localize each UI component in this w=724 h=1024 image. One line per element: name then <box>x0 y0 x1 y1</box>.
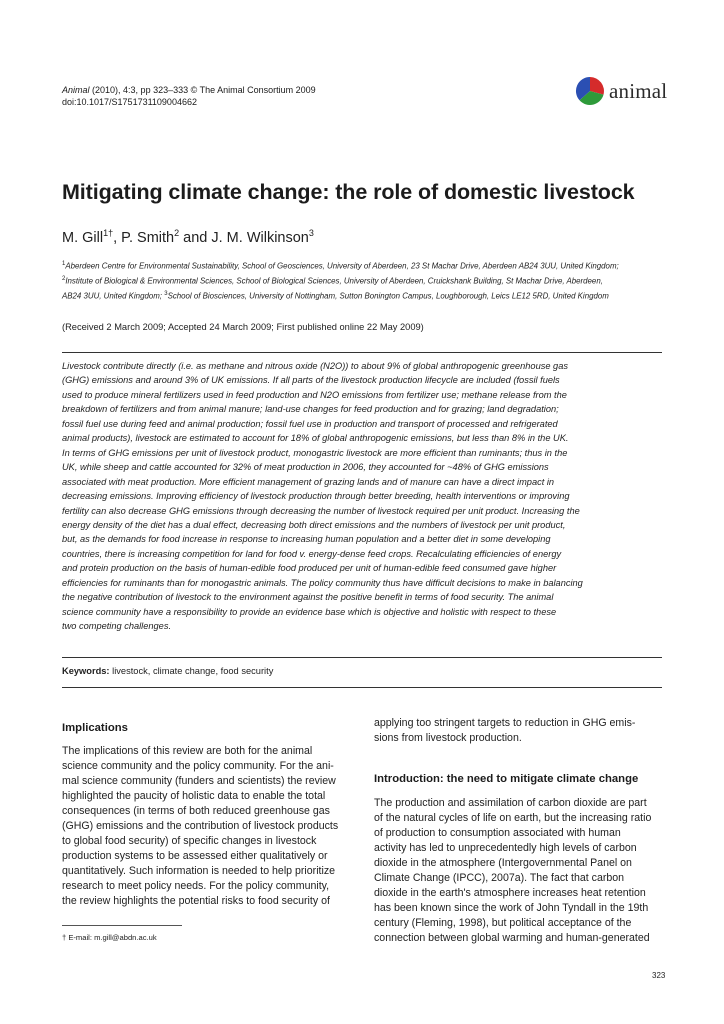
text-line: breakdown of fertilizers and from animal manure; land-use changes for feed production and for grazing; land degradation; <box>62 404 559 415</box>
text-line: the negative contribution of livestock to the environment against the positive benefit in terms of food security. The animal <box>62 592 554 603</box>
text-line: In terms of GHG emissions per unit of livestock product, monogastric livestock are more efficient than ruminants; thus in the <box>62 447 568 458</box>
text-line: dioxide in the earth's atmosphere increases heat retention <box>374 887 646 900</box>
author-sep: and <box>179 229 212 246</box>
article-title: Mitigating climate change: the role of domestic livestock <box>62 180 635 204</box>
keywords <box>62 666 273 676</box>
author-sep: , <box>113 229 122 246</box>
citation-line <box>62 84 316 96</box>
text-line: efficiencies for ruminants than for monogastric animals. The policy community thus have difficult decisions to make in balancing <box>62 577 583 588</box>
section-heading-introduction: Introduction: the need to mitigate climate change <box>374 773 639 785</box>
text-line: fertility can also decrease GHG emissions through decreasing the number of livestock required per unit product. Increasing the <box>62 505 580 516</box>
text-line: The production and assimilation of carbon dioxide are part <box>374 797 647 809</box>
text-line: Climate Change (IPCC), 2007a). The fact that carbon <box>374 872 625 885</box>
text-line: mal science community (funders and scientists) the review <box>62 775 336 788</box>
received-dates: (Received 2 March 2009; Accepted 24 March 2009; First published online 22 May 2009) <box>62 322 424 332</box>
text-line: has been known since the work of John Tyndall in the 19th <box>374 902 649 915</box>
text-line: UK, while sheep and cattle accounted for 32% of meat production in 2006, they accounted for ~48% of GHG emissions <box>62 462 549 473</box>
text-line: The implications of this review are both for the animal <box>62 745 313 757</box>
text-line: two competing challenges. <box>62 621 172 632</box>
section-heading-implications: Implications <box>62 722 128 734</box>
author-name: J. M. Wilkinson <box>211 229 309 246</box>
author-sup: 2 <box>174 228 180 238</box>
author-list <box>62 228 314 246</box>
text-line: countries, there is increasing competition for land for food v. energy-dense feed crops. Recalculating efficiencies of energy <box>62 548 562 559</box>
text-line: applying too stringent targets to reduction in GHG emis- <box>374 717 636 729</box>
text-line: Livestock contribute directly (i.e. as methane and nitrous oxide (N2O)) to about 9% of global anthropogenic greenhouse gas <box>62 361 568 371</box>
text-line: science community and the policy community. For the ani- <box>62 760 334 773</box>
author-sup: 3 <box>308 228 314 238</box>
text-line: and protein production on the basis of human-edible food produced per unit of human-edible feed consumed gave higher <box>62 563 557 574</box>
text-line: dioxide in the atmosphere (Intergovernmental Panel on <box>374 857 632 870</box>
abstract-top-rule <box>62 352 662 353</box>
text-line: associated with meat production. More efficient management of grazing lands and of manure can have a direct impact in <box>62 476 555 487</box>
abstract <box>62 359 662 634</box>
text-line: of the natural cycles of life on earth, but the increasing ratio <box>374 812 652 825</box>
journal-logo <box>574 73 674 109</box>
affiliation-line: AB24 3UU, United Kingdom; $^3$School of Biosciences, University of Nottingham, Sutton Bonington Campus, Loughborough, Leics LE12 5RD, United Kingdom <box>62 291 609 302</box>
text-line: research to meet policy needs. For the policy community, <box>62 880 330 893</box>
affiliations <box>62 258 682 304</box>
journal-name: Animal <box>62 85 90 95</box>
footnote: † E-mail: m.gill@abdn.ac.uk <box>62 933 157 942</box>
keywords-rule <box>62 687 662 688</box>
text-line: (GHG) emissions and the contribution of livestock products <box>62 820 339 833</box>
affiliation-line: $^1$Aberdeen Centre for Environmental Sustainability, School of Geosciences, University of Aberdeen, 23 St Machar Drive, Aberdeen AB24 3UU, United Kingdom; <box>62 261 619 271</box>
page-number: 323 <box>652 971 666 980</box>
affiliation-line: $^2$Institute of Biological & Environmental Sciences, School of Biological Sciences, University of Aberdeen, Cruickshank Building, St Machar Drive, Aberdeen, <box>62 276 603 286</box>
citation-details: (2010), 4:3, pp 323–333 © The Animal Consortium 2009 <box>92 85 316 95</box>
text-line: science community have a responsibility to provide an evidence base which is objective and holistic with respect to these <box>62 606 557 617</box>
citation-block <box>62 84 316 108</box>
text-line: consequences (in terms of both reduced greenhouse gas <box>62 805 330 818</box>
text-line: century (Fleming, 1998), but political acceptance of the <box>374 917 632 930</box>
text-line: (GHG) emissions and around 3% of UK emissions. If all parts of the livestock production lifecycle are included (fossil fuels <box>62 375 560 386</box>
author-sup: 1† <box>103 228 114 238</box>
text-line: highlighted the paucity of holistic data to enable the total <box>62 790 326 803</box>
text-line: to global food security) of specific changes in livestock <box>62 835 317 848</box>
abstract-bottom-rule <box>62 657 662 658</box>
keywords-text: livestock, climate change, food security <box>112 666 274 676</box>
text-line: used to produce mineral fertilizers used in feed production and N2O emissions from fertilizer use; methane release from the <box>62 389 567 400</box>
footnote-rule <box>62 925 182 926</box>
logo-circle-icon <box>574 75 606 107</box>
text-line: connection between global warming and human-generated <box>374 932 650 945</box>
text-line: energy density of the diet has a dual effect, decreasing both direct emissions and the numbers of livestock per unit product, <box>62 519 566 530</box>
text-line: activity has led to unprecedentedly high levels of carbon <box>374 842 637 855</box>
implications-text <box>62 744 347 910</box>
author-name: M. Gill <box>62 229 104 246</box>
text-line: sions from livestock production. <box>374 732 522 745</box>
text-line: but, as the demands for food increase in response to increasing human population and a better diet in some developing <box>62 534 551 545</box>
doi-line: doi:10.1017/S1751731109004662 <box>62 97 197 107</box>
text-line: fossil fuel use during feed and animal production; fossil fuel use in production and transport of processed and refrigerated <box>62 418 558 429</box>
logo-text: animal <box>609 78 668 103</box>
text-line: production systems to be assessed either qualitatively or <box>62 850 328 863</box>
text-line: decreasing emissions. Improving efficiency of livestock production through better breeding, health interventions or improving <box>62 491 570 502</box>
keywords-label: Keywords: <box>62 666 110 676</box>
text-line: animal products), livestock are estimated to account for 18% of global anthropogenic emissions, but less than 8% in the UK. <box>62 433 569 444</box>
author-name: P. Smith <box>121 229 175 246</box>
text-line: quantitatively. Such information is needed to help prioritize <box>62 865 336 878</box>
introduction-text <box>374 796 659 946</box>
text-line: the review highlights the potential risks to food security of <box>62 895 330 908</box>
implications-continued-text <box>374 716 659 746</box>
text-line: of production to consumption associated with human <box>374 827 621 840</box>
